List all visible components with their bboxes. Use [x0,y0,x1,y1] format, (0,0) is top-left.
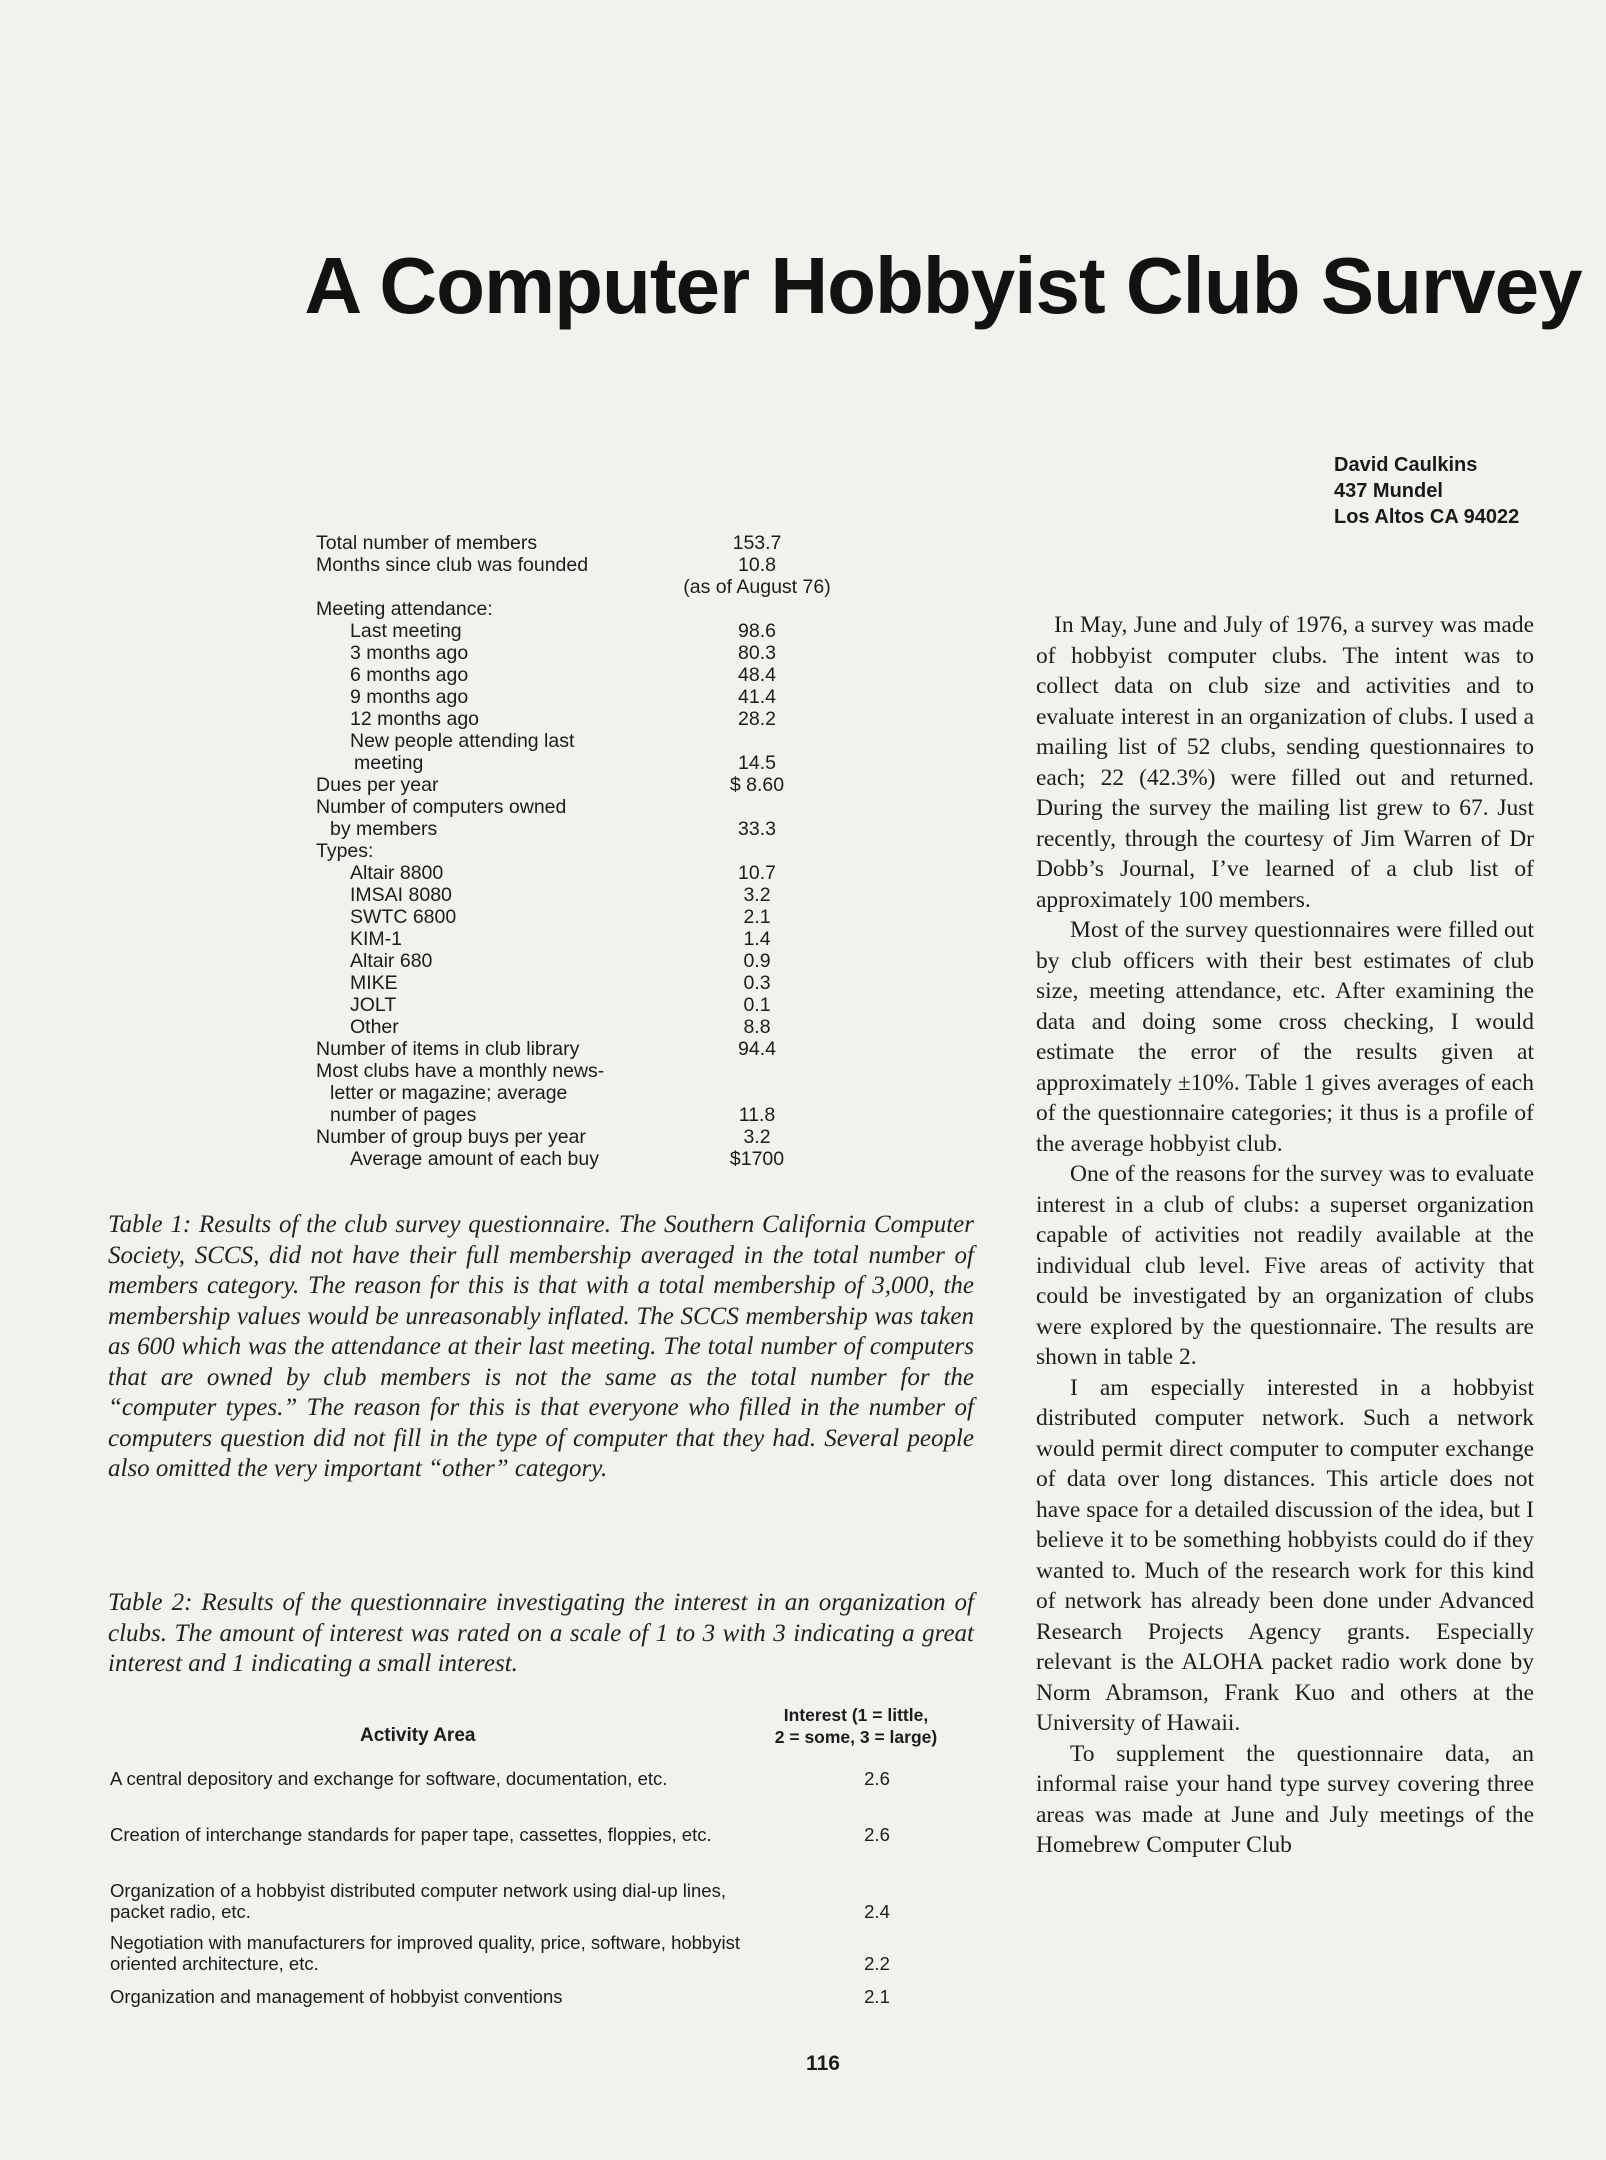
body-paragraph: One of the reasons for the survey was to evaluate interest in a club of clubs: a superset organization capable of activities not readily available at the individual club level. Five areas of activity that could be investigated by an organization of clubs were explored by the questionnaire. The results are shown in table 2. [1036,1161,1534,1370]
row-label: Last meeting [350,620,462,642]
row-value: 153.7 [732,532,782,554]
author-block [1334,452,1519,530]
table-row [316,950,836,972]
table-row [110,1824,970,1845]
table-row [316,576,836,598]
row-value: 8.8 [743,1016,771,1038]
row-label: Total number of members [316,532,538,554]
activity-area: Negotiation with manufacturers for improved quality, price, software, hobbyist oriented architecture, etc. [110,1932,740,1974]
table-row [316,730,836,752]
table-row [316,994,836,1016]
row-label: KIM-1 [350,928,403,950]
table-row [316,532,836,554]
table-row [110,1932,970,1974]
table-row [316,1038,836,1060]
activity-area: Creation of interchange standards for paper tape, cassettes, floppies, etc. [110,1824,712,1845]
row-value: $ 8.60 [729,774,785,796]
table-row [316,664,836,686]
table2-caption: Table 2: Results of the questionnaire investigating the interest in an organization of clubs. The amount of interest was rated on a scale of 1 to 3 with 3 indicating a great interest and 1 indicating a small interest. [108,1589,974,1677]
table-row [316,1104,836,1126]
table2-header-activity: Activity Area [360,1725,476,1746]
body-paragraph: In May, June and July of 1976, a survey was made of hobbyist computer clubs. The intent was to collect data on club size and activities and to evaluate interest in an organization of clubs. I used a mailing list of 52 clubs, sending questionnaires to each; 22 (42.3%) were filled out and returned. During the survey the mailing list grew to 67. Just recently, through the courtesy of Jim Warren of Dr Dobb’s Journal, I’ve learned of a club list of approximately 100 members. [1036,612,1534,913]
activity-area: Organization and management of hobbyist conventions [110,1986,563,2007]
table-row [316,598,836,620]
row-label: Dues per year [316,774,439,796]
table-row [316,774,836,796]
table2-header-interest: Interest (1 = little, 2 = some, 3 = large) [774,1705,938,1747]
table-row [316,1016,836,1038]
interest-value: 2.2 [864,1953,890,1974]
row-value: 10.8 [738,554,776,576]
author-street: 437 Mundel [1334,480,1443,502]
table-row [316,1060,836,1082]
table-row [316,642,836,664]
activity-area: A central depository and exchange for software, documentation, etc. [110,1768,668,1789]
table-row [316,884,836,906]
row-label: New people attending last [350,730,575,752]
row-label: Meeting attendance: [316,598,493,620]
table-row [316,796,836,818]
table-row [316,972,836,994]
row-label: letter or magazine; average [330,1082,568,1104]
row-label: Altair 8800 [350,862,444,884]
table-row [316,1126,836,1148]
row-value: 80.3 [738,642,776,664]
row-label: Average amount of each buy [350,1148,599,1170]
row-label: 3 months ago [350,642,469,664]
row-value: 0.1 [743,994,771,1016]
author-city: Los Altos CA 94022 [1334,506,1520,528]
row-label: Number of computers owned [316,796,567,818]
row-label: 9 months ago [350,686,469,708]
row-label: 12 months ago [350,708,480,730]
table-row [110,1768,970,1789]
row-value: 0.9 [743,950,771,972]
row-value: 94.4 [738,1038,776,1060]
row-value: 3.2 [743,884,771,906]
table-row [316,620,836,642]
row-value: 1.4 [743,928,771,950]
row-label: meeting [354,752,424,774]
row-label: Months since club was founded [316,554,589,576]
row-label: SWTC 6800 [350,906,457,928]
row-value: (as of August 76) [683,576,831,598]
row-value: 41.4 [738,686,776,708]
row-label: Most clubs have a monthly news- [316,1060,605,1082]
table-row [316,686,836,708]
table-row [110,1986,970,2007]
table-row [316,1148,836,1170]
activity-area: Organization of a hobbyist distributed computer network using dial-up lines, packet radio, etc. [110,1880,726,1922]
body-paragraph: Most of the survey questionnaires were filled out by club officers with their best estimates of club size, meeting attendance, etc. After examining the data and doing some cross checking, I would estimate the error of the results given at approximately ±10%. Table 1 gives averages of each of the questionnaire categories; it thus is a profile of the average hobbyist club. [1036,917,1534,1157]
interest-value: 2.4 [864,1901,890,1922]
row-label: Types: [316,840,374,862]
interest-value: 2.6 [864,1768,890,1789]
table-row [316,1082,836,1104]
row-value: 33.3 [738,818,776,840]
interest-value: 2.6 [864,1824,890,1845]
table-row [316,818,836,840]
row-value: $1700 [729,1148,785,1170]
body-paragraph: To supplement the questionnaire data, an informal raise your hand type survey covering three areas was made at June and July meetings of the Homebrew Computer Club [1036,1740,1534,1858]
article-body [1036,610,1534,1861]
row-value: 98.6 [738,620,776,642]
survey-results-table [316,532,836,1170]
row-value: 28.2 [738,708,776,730]
table-row [316,752,836,774]
table-row [316,708,836,730]
row-value: 10.7 [738,862,776,884]
table-row [316,840,836,862]
row-label: Number of items in club library [316,1038,580,1060]
row-label: 6 months ago [350,664,469,686]
row-label: MIKE [350,972,398,994]
body-paragraph: I am especially interested in a hobbyist distributed computer network. Such a network would permit direct computer to computer exchange of data over long distances. This article does not have space for a detailed discussion of the idea, but I believe it to be something hobbyists could do if they wanted to. Much of the research work for this kind of network has already been done under Advanced Research Projects Agency grants. Especially relevant is the ALOHA packet radio work done by Norm Abramson, Frank Kuo and others at the University of Hawaii. [1036,1374,1534,1736]
author-name: David Caulkins [1334,454,1478,476]
interest-value: 2.1 [864,1986,890,2007]
row-value: 3.2 [743,1126,771,1148]
table1-caption: Table 1: Results of the club survey questionnaire. The Southern California Computer Society, SCCS, did not have their full membership averaged in the total number of members category. The reason for this is that with a total membership of 3,000, the membership values would be unreasonably inflated. The SCCS membership was taken as 600 which was the attendance at their last meeting. The total number of computers that are owned by club members is not the same as the total number for the “computer types.” The reason for this is that everyone who filled in the number of computers question did not fill in the type of computer that they had. Several people also omitted the very important “other” category. [108,1211,974,1482]
page-number: 116 [806,2052,840,2075]
table-row [316,554,836,576]
table-row [110,1880,970,1922]
row-label: number of pages [330,1104,477,1126]
table-row [316,928,836,950]
row-label: JOLT [350,994,397,1016]
table-row [316,862,836,884]
row-label: Altair 680 [350,950,433,972]
row-value: 2.1 [743,906,771,928]
row-value: 14.5 [738,752,776,774]
row-label: IMSAI 8080 [350,884,452,906]
article-title: A Computer Hobbyist Club Survey [304,241,1582,330]
row-value: 0.3 [743,972,771,994]
row-label: Other [350,1016,399,1038]
table-row [316,906,836,928]
row-label: by members [330,818,438,840]
row-label: Number of group buys per year [316,1126,586,1148]
row-value: 11.8 [738,1104,776,1126]
row-value: 48.4 [738,664,776,686]
